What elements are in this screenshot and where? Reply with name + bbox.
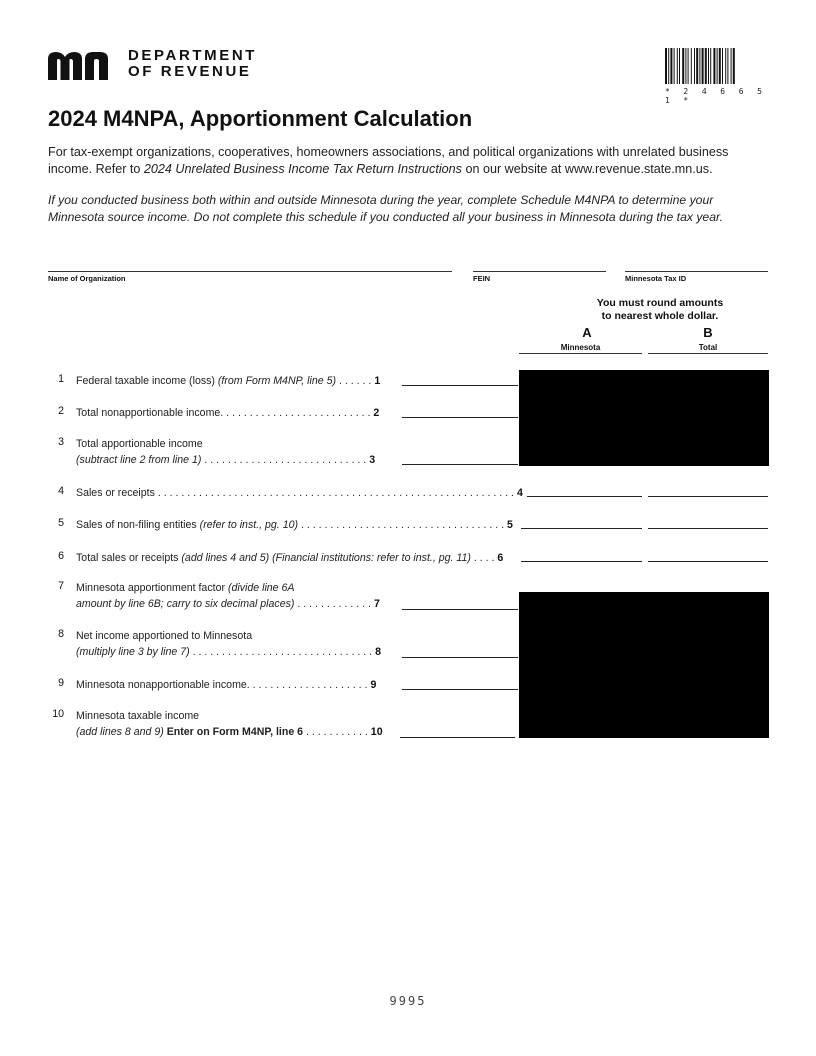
line-2-number: 2 (58, 405, 64, 417)
mn-tax-id-label: Minnesota Tax ID (625, 274, 687, 283)
line-9-dots: . . . . . . . . . . . . . . . . . . . . . (246, 679, 368, 691)
line-4-total-field[interactable] (648, 480, 768, 497)
line-6-note: (add lines 4 and 5) (Financial institutions: refer to inst., pg. 11) (181, 552, 471, 564)
line-8-note: (multiply line 3 by line 7) (76, 646, 190, 658)
line-8-label (76, 628, 381, 660)
line-3-label (76, 436, 375, 468)
line-2-text: Total nonapportionable income (76, 407, 221, 419)
org-name-label: Name of Organization (48, 274, 126, 283)
intro-text-end: on our website at www.revenue.state.mn.us. (461, 162, 713, 176)
line-3-text: Total apportionable income (76, 438, 203, 450)
line-5-ref: 5 (507, 519, 513, 531)
line-5-total-field[interactable] (648, 512, 768, 529)
line-4-text: Sales or receipts (76, 487, 155, 499)
line-4-label (76, 485, 523, 501)
line-5-number: 5 (58, 517, 64, 529)
logo-line-department: DEPARTMENT (128, 47, 258, 64)
line-4-minnesota-field[interactable] (527, 480, 642, 497)
line-7-text: Minnesota apportionment factor (76, 582, 228, 594)
line-3-ref: 3 (369, 454, 376, 466)
line-7-note-start: (divide line 6A (227, 582, 295, 594)
line-8-dots: . . . . . . . . . . . . . . . . . . . . . . . . . . . . . . . (189, 646, 373, 658)
line-6-text: Total sales or receipts (76, 552, 182, 564)
line-3-number: 3 (58, 436, 64, 448)
line-7-number: 7 (58, 580, 64, 592)
line-3-note: (subtract line 2 from line 1) (76, 454, 202, 466)
line-2-label (76, 405, 379, 421)
line-6-number: 6 (58, 550, 64, 562)
rounding-note-line1: You must round amounts (596, 297, 724, 309)
line-10-note: (add lines 8 and 9) (76, 726, 167, 738)
line-1-text: Federal taxable income (loss) (76, 375, 218, 387)
line-5-minnesota-field[interactable] (521, 512, 642, 529)
line-9-ref: 9 (370, 679, 377, 691)
line-6-minnesota-field[interactable] (521, 545, 642, 562)
form-code: 9995 (389, 994, 427, 1008)
line-1-label (76, 373, 380, 389)
line-9-text: Minnesota nonapportionable income (76, 679, 247, 691)
org-name-field[interactable] (48, 271, 452, 272)
line-10-dots: . . . . . . . . . . . (303, 726, 368, 738)
logo-text (128, 48, 257, 80)
line-6-total-field[interactable] (648, 545, 768, 562)
barcode-digits: * 2 4 6 6 5 1 * (665, 87, 767, 105)
line-1-number: 1 (58, 373, 64, 385)
line-5-label (76, 517, 513, 533)
line-6-dots: . . . . (470, 552, 495, 564)
line-7-factor-field[interactable] (402, 593, 518, 610)
line-1-amount-field[interactable] (402, 369, 518, 386)
line-8-amount-field[interactable] (402, 641, 518, 658)
line-5-text: Sales of non-filing entities (76, 519, 200, 531)
line-1-ref: 1 (374, 375, 381, 387)
line-10-amount-field[interactable] (400, 721, 515, 738)
line-6-label (76, 550, 503, 566)
line-10-enter-instruction: Enter on Form M4NP, line 6 (166, 726, 304, 738)
fein-field[interactable] (473, 271, 606, 272)
line-7-ref: 7 (373, 598, 380, 610)
line-1-dots: . . . . . . (336, 375, 372, 387)
line-9-amount-field[interactable] (402, 673, 518, 690)
rounding-note-line2: to nearest whole dollar. (601, 310, 719, 322)
line-4-ref: 4 (516, 487, 523, 499)
line-8-ref: 8 (375, 646, 381, 658)
line-1-note: (from Form M4NP, line 5) (217, 375, 337, 387)
intro-text-start: For tax-exempt organizations, cooperatives, homeowners associations, and political organizations with unrelated business income. Refer to (48, 145, 729, 176)
line-7-dots: . . . . . . . . . . . . . (294, 598, 371, 610)
line-10-label (76, 708, 383, 740)
intro-text (48, 144, 768, 178)
line-8-text: Net income apportioned to Minnesota (76, 630, 253, 642)
line-2-amount-field[interactable] (402, 401, 518, 418)
line-3-dots: . . . . . . . . . . . . . . . . . . . . . . . . . . . . (201, 454, 367, 466)
line-10-ref: 10 (370, 726, 383, 738)
mn-tax-id-field[interactable] (625, 271, 768, 272)
mn-revenue-logo (48, 48, 258, 82)
mn-logo-icon (48, 50, 118, 80)
logo-line-of-revenue: OF REVENUE (128, 63, 252, 80)
column-b-letter: B (703, 325, 713, 340)
form-title: 2024 M4NPA, Apportionment Calculation (48, 106, 473, 131)
line-7-note-end: amount by line 6B; carry to six decimal places) (76, 598, 295, 610)
redacted-area-lines-7-10 (519, 592, 769, 738)
line-6-ref: 6 (497, 552, 504, 564)
line-10-number: 10 (52, 708, 64, 720)
line-10-text: Minnesota taxable income (76, 710, 200, 722)
schedule-instruction: If you conducted business both within and outside Minnesota during the year, complete Schedule M4NPA to determine your Minnesota source income. Do not complete this schedule if you conducted all your business in Minnesota during the tax year. (48, 193, 723, 224)
column-b-header: Total (648, 343, 768, 354)
fein-label: FEIN (473, 274, 491, 283)
barcode-icon (665, 48, 769, 84)
column-a-letter: A (582, 325, 592, 340)
line-5-note: (refer to inst., pg. 10) (199, 519, 299, 531)
line-3-amount-field[interactable] (402, 448, 518, 465)
intro-instructions-title: 2024 Unrelated Business Income Tax Return Instructions (143, 162, 462, 176)
rounding-note (560, 297, 760, 323)
line-8-number: 8 (58, 628, 64, 640)
column-a-header: Minnesota (519, 343, 642, 354)
line-7-label (76, 580, 380, 612)
line-9-number: 9 (58, 677, 64, 689)
line-2-dots: . . . . . . . . . . . . . . . . . . . . . . . . . . (220, 407, 371, 419)
line-5-dots: . . . . . . . . . . . . . . . . . . . . . . . . . . . . . . . . . . . (298, 519, 505, 531)
redacted-area-lines-1-3 (519, 370, 769, 466)
line-2-ref: 2 (373, 407, 380, 419)
line-9-label (76, 677, 376, 693)
line-4-number: 4 (58, 485, 64, 497)
line-4-dots: . . . . . . . . . . . . . . . . . . . . . . . . . . . . . . . . . . . . . . . . . . . . . . . . . . . . . . . . . . . . . (154, 487, 514, 499)
